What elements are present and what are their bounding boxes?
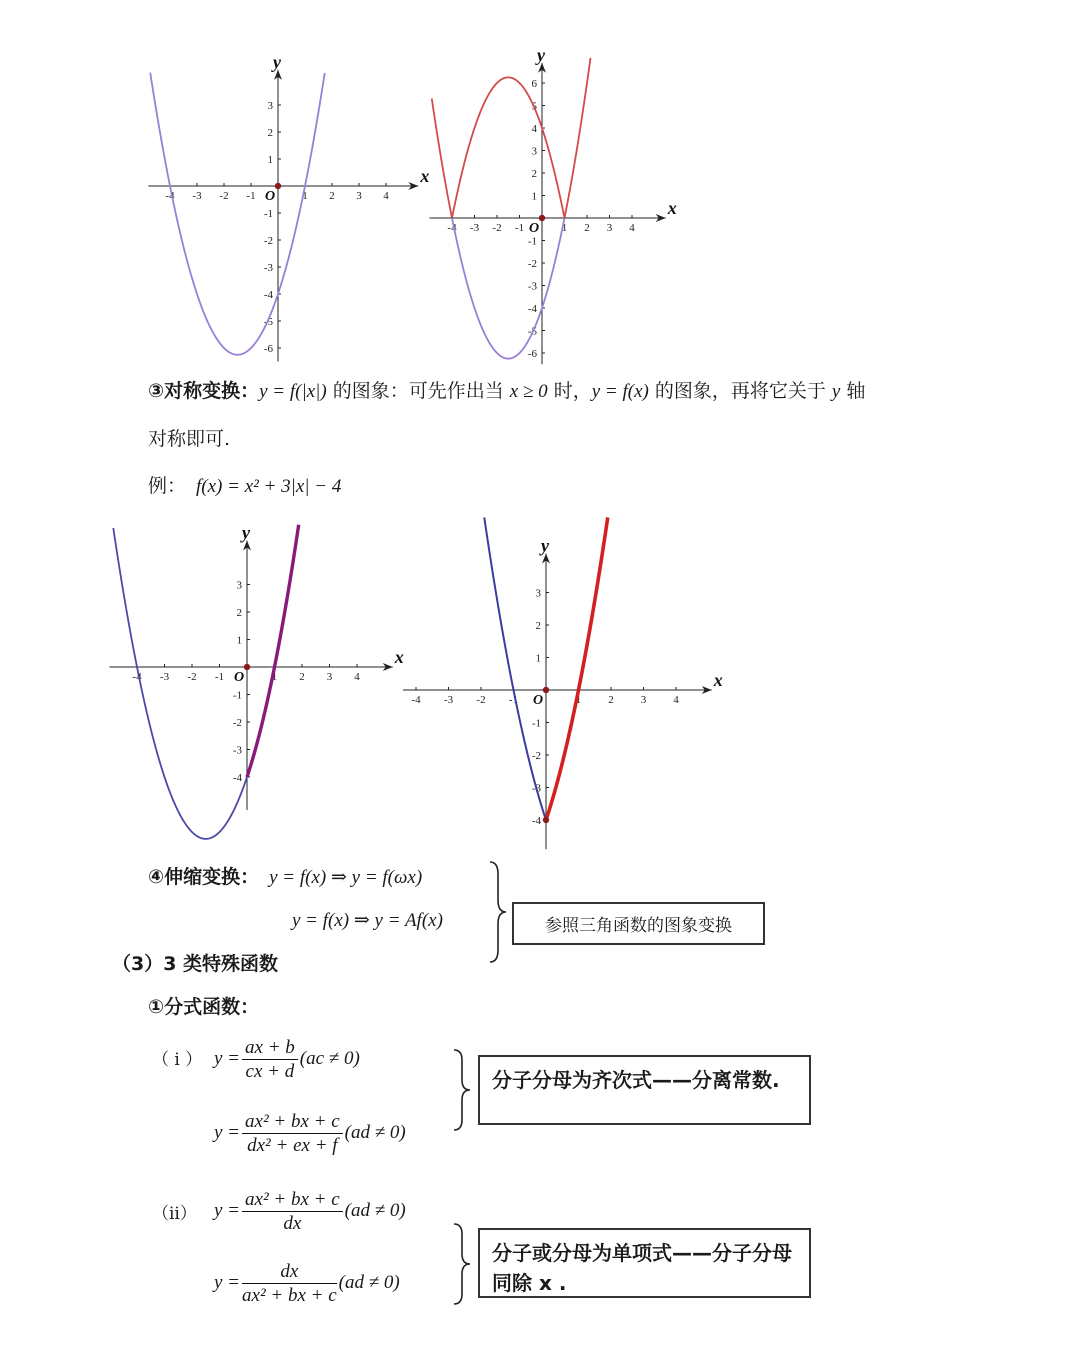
case-ii-eq1-lhs: y =: [214, 1199, 241, 1221]
y-axis-label: y: [273, 51, 281, 72]
x-tick-label: -1: [508, 694, 519, 706]
case-i-eq2-lhs: y =: [214, 1121, 241, 1143]
y-tick-label: -3: [527, 280, 537, 293]
origin-dot: [244, 664, 250, 670]
x-tick-label: -1: [214, 671, 225, 683]
case-ii-eq1-condition: (ad ≠ 0): [344, 1199, 406, 1221]
graph-symmetric: [400, 515, 730, 855]
origin-dot: [539, 215, 545, 221]
y-axis-label: y: [242, 522, 250, 543]
y-tick-label: -6: [527, 348, 537, 360]
case-ii-eq1-numerator: ax² + bx + c: [242, 1190, 343, 1212]
case-ii-eq1: [214, 1190, 406, 1233]
highlighted-right-branch: [247, 525, 299, 777]
x-tick-label: -2: [187, 671, 197, 683]
origin-label: O: [234, 670, 245, 685]
case-ii-label: （ii）: [152, 1204, 197, 1224]
symmetry-eq2: y = f(x): [591, 381, 649, 402]
symmetry-example: [148, 477, 341, 496]
x-tick-label: -3: [192, 190, 202, 202]
case-i-eq1-condition: (ac ≠ 0): [299, 1047, 360, 1069]
y-tick-label: 2: [267, 127, 273, 139]
case-i-eq2: [214, 1112, 406, 1155]
x-tick-label: 1: [302, 190, 308, 202]
stretch-number: ④: [148, 866, 165, 888]
stretch-title: 伸缩变换：: [164, 866, 260, 888]
y-tick-label: 1: [236, 634, 242, 647]
x-axis-label: x: [420, 166, 430, 186]
x-tick-label: -4: [411, 694, 421, 706]
parabola-curve: [150, 73, 324, 355]
y-tick-label: -3: [232, 744, 242, 757]
x-tick-label: 4: [629, 222, 635, 234]
x-tick-label: -2: [492, 222, 502, 234]
case-ii-eq1-denominator: dx: [283, 1213, 302, 1234]
graph-quadratic: [140, 51, 430, 365]
case-i-eq2-condition: (ad ≠ 0): [344, 1121, 406, 1143]
x-axis-label: x: [667, 198, 677, 218]
symmetry-title: 对称变换：: [164, 380, 260, 402]
case-ii-eq2-numerator: dx: [242, 1262, 337, 1284]
case-i-eq2-numerator: ax² + bx + c: [242, 1112, 343, 1134]
x-tick-label: 2: [584, 222, 590, 234]
y-tick-label: 6: [531, 78, 537, 90]
example-equation: f(x) = x² + 3|x| − 4: [196, 476, 342, 497]
symmetry-line-1: [148, 382, 865, 401]
x-tick-label: 3: [640, 694, 647, 706]
x-tick-label: -4: [447, 222, 457, 234]
example-label: 例：: [148, 475, 187, 497]
y-tick-label: 5: [531, 100, 537, 113]
y-tick-label: 3: [535, 587, 541, 600]
x-tick-label: -3: [469, 222, 480, 234]
origin-label: O: [533, 693, 544, 708]
case-ii-eq2: [214, 1262, 400, 1305]
vertex-dot: [543, 817, 549, 823]
symmetry-y: y: [831, 381, 841, 402]
x-tick-label: -1: [514, 222, 525, 234]
y-tick-label: -4: [527, 303, 537, 315]
case-ii-eq2-condition: (ad ≠ 0): [338, 1271, 400, 1293]
graph-quadratic-highlight: [105, 520, 405, 850]
x-tick-label: -2: [476, 694, 486, 706]
symmetry-text2: 时，: [547, 380, 592, 402]
case-ii-eq2-denominator: ax² + bx + c: [242, 1285, 337, 1306]
stretch-line-1: [148, 868, 422, 887]
x-tick-label: 3: [326, 671, 333, 683]
y-tick-label: 1: [531, 190, 537, 203]
origin-dot: [275, 183, 281, 189]
y-tick-label: -4: [531, 815, 541, 827]
stretch-eq2: y = f(x) ⇒ y = Af(x): [292, 910, 443, 931]
x-tick-label: -3: [159, 671, 170, 683]
symmetry-text1: 的图象：可先作出当: [326, 380, 510, 402]
y-axis-label: y: [537, 44, 545, 65]
y-tick-label: 3: [267, 100, 273, 112]
y-tick-label: -2: [232, 717, 242, 729]
y-tick-label: 4: [531, 123, 537, 135]
y-tick-label: 2: [236, 607, 242, 619]
case-i-eq1: [214, 1038, 360, 1081]
x-tick-label: -4: [132, 671, 142, 683]
y-tick-label: 2: [531, 168, 537, 180]
x-axis-label: x: [394, 647, 404, 667]
y-tick-label: -1: [527, 235, 537, 248]
y-tick-label: -2: [531, 750, 541, 762]
y-tick-label: -4: [263, 289, 273, 301]
x-tick-label: -3: [443, 694, 454, 706]
case-i-eq2-denominator: dx² + ex + f: [247, 1135, 338, 1156]
case-ii-note-box: 分子或分母为单项式——分子分母同除 x .: [478, 1228, 811, 1298]
x-tick-label: 1: [271, 671, 278, 683]
graph-abs-quadratic: [425, 44, 677, 370]
left-branch: [484, 517, 546, 820]
x-tick-label: 1: [575, 694, 582, 706]
origin-dot: [543, 687, 549, 693]
y-tick-label: 1: [535, 652, 541, 665]
symmetry-text3: 的图象，再将它关于: [648, 380, 832, 402]
x-tick-label: -4: [165, 190, 175, 202]
fraction-functions-subheading: ①分式函数：: [148, 996, 260, 1018]
origin-label: O: [265, 189, 276, 204]
symmetry-condition: x ≥ 0: [509, 381, 548, 402]
stretch-note-box: 参照三角函数的图象变换: [512, 902, 765, 945]
x-tick-label: 4: [383, 190, 389, 202]
case-i-note-box: 分子分母为齐次式——分离常数.: [478, 1055, 811, 1125]
origin-label: O: [529, 221, 540, 236]
stretch-brace: [486, 860, 510, 964]
x-tick-label: 4: [673, 694, 679, 706]
y-axis-label: y: [541, 535, 549, 556]
y-tick-label: -5: [527, 325, 537, 338]
case-i-eq1-lhs: y =: [214, 1047, 241, 1069]
x-tick-label: 3: [356, 190, 362, 202]
y-tick-label: 1: [267, 154, 273, 166]
case-ii-eq2-lhs: y =: [214, 1271, 241, 1293]
x-tick-label: 2: [329, 190, 335, 202]
case-i-label: （ i ）: [152, 1050, 203, 1070]
x-tick-label: 1: [561, 222, 568, 234]
y-tick-label: -6: [263, 343, 273, 355]
y-tick-label: -3: [263, 262, 273, 274]
symmetry-eq1: y = f(|x|): [259, 381, 327, 402]
symmetry-number: ③: [148, 380, 165, 402]
y-tick-label: -2: [263, 235, 273, 247]
y-tick-label: -1: [531, 717, 541, 730]
x-axis-label: x: [713, 670, 723, 690]
y-tick-label: 3: [236, 579, 242, 592]
x-tick-label: -1: [246, 190, 256, 202]
x-tick-label: 2: [299, 671, 305, 683]
x-tick-label: 4: [354, 671, 360, 683]
x-tick-label: 3: [606, 222, 613, 234]
right-branch: [546, 517, 608, 820]
y-tick-label: 3: [531, 145, 537, 158]
special-functions-heading: （3）3 类特殊函数: [112, 953, 279, 975]
y-tick-label: -2: [527, 258, 537, 270]
y-tick-label: -5: [263, 316, 273, 328]
case-i-brace: [450, 1048, 474, 1132]
case-i-eq1-numerator: ax + b: [242, 1038, 298, 1060]
abs-curve-red: [432, 58, 591, 218]
case-ii-brace: [450, 1222, 474, 1306]
symmetry-text4: 轴: [840, 380, 866, 402]
y-tick-label: -3: [531, 782, 541, 795]
x-tick-label: 2: [608, 694, 614, 706]
y-tick-label: 2: [535, 620, 541, 632]
y-tick-label: -1: [232, 689, 242, 702]
x-tick-label: -2: [219, 190, 229, 202]
stretch-eq1: y = f(x) ⇒ y = f(ωx): [269, 867, 423, 888]
y-tick-label: -4: [232, 772, 242, 784]
symmetry-line-2: 对称即可.: [148, 428, 231, 450]
y-tick-label: -1: [263, 208, 273, 220]
original-curve-purple: [452, 218, 565, 359]
case-i-eq1-denominator: cx + d: [245, 1061, 295, 1082]
